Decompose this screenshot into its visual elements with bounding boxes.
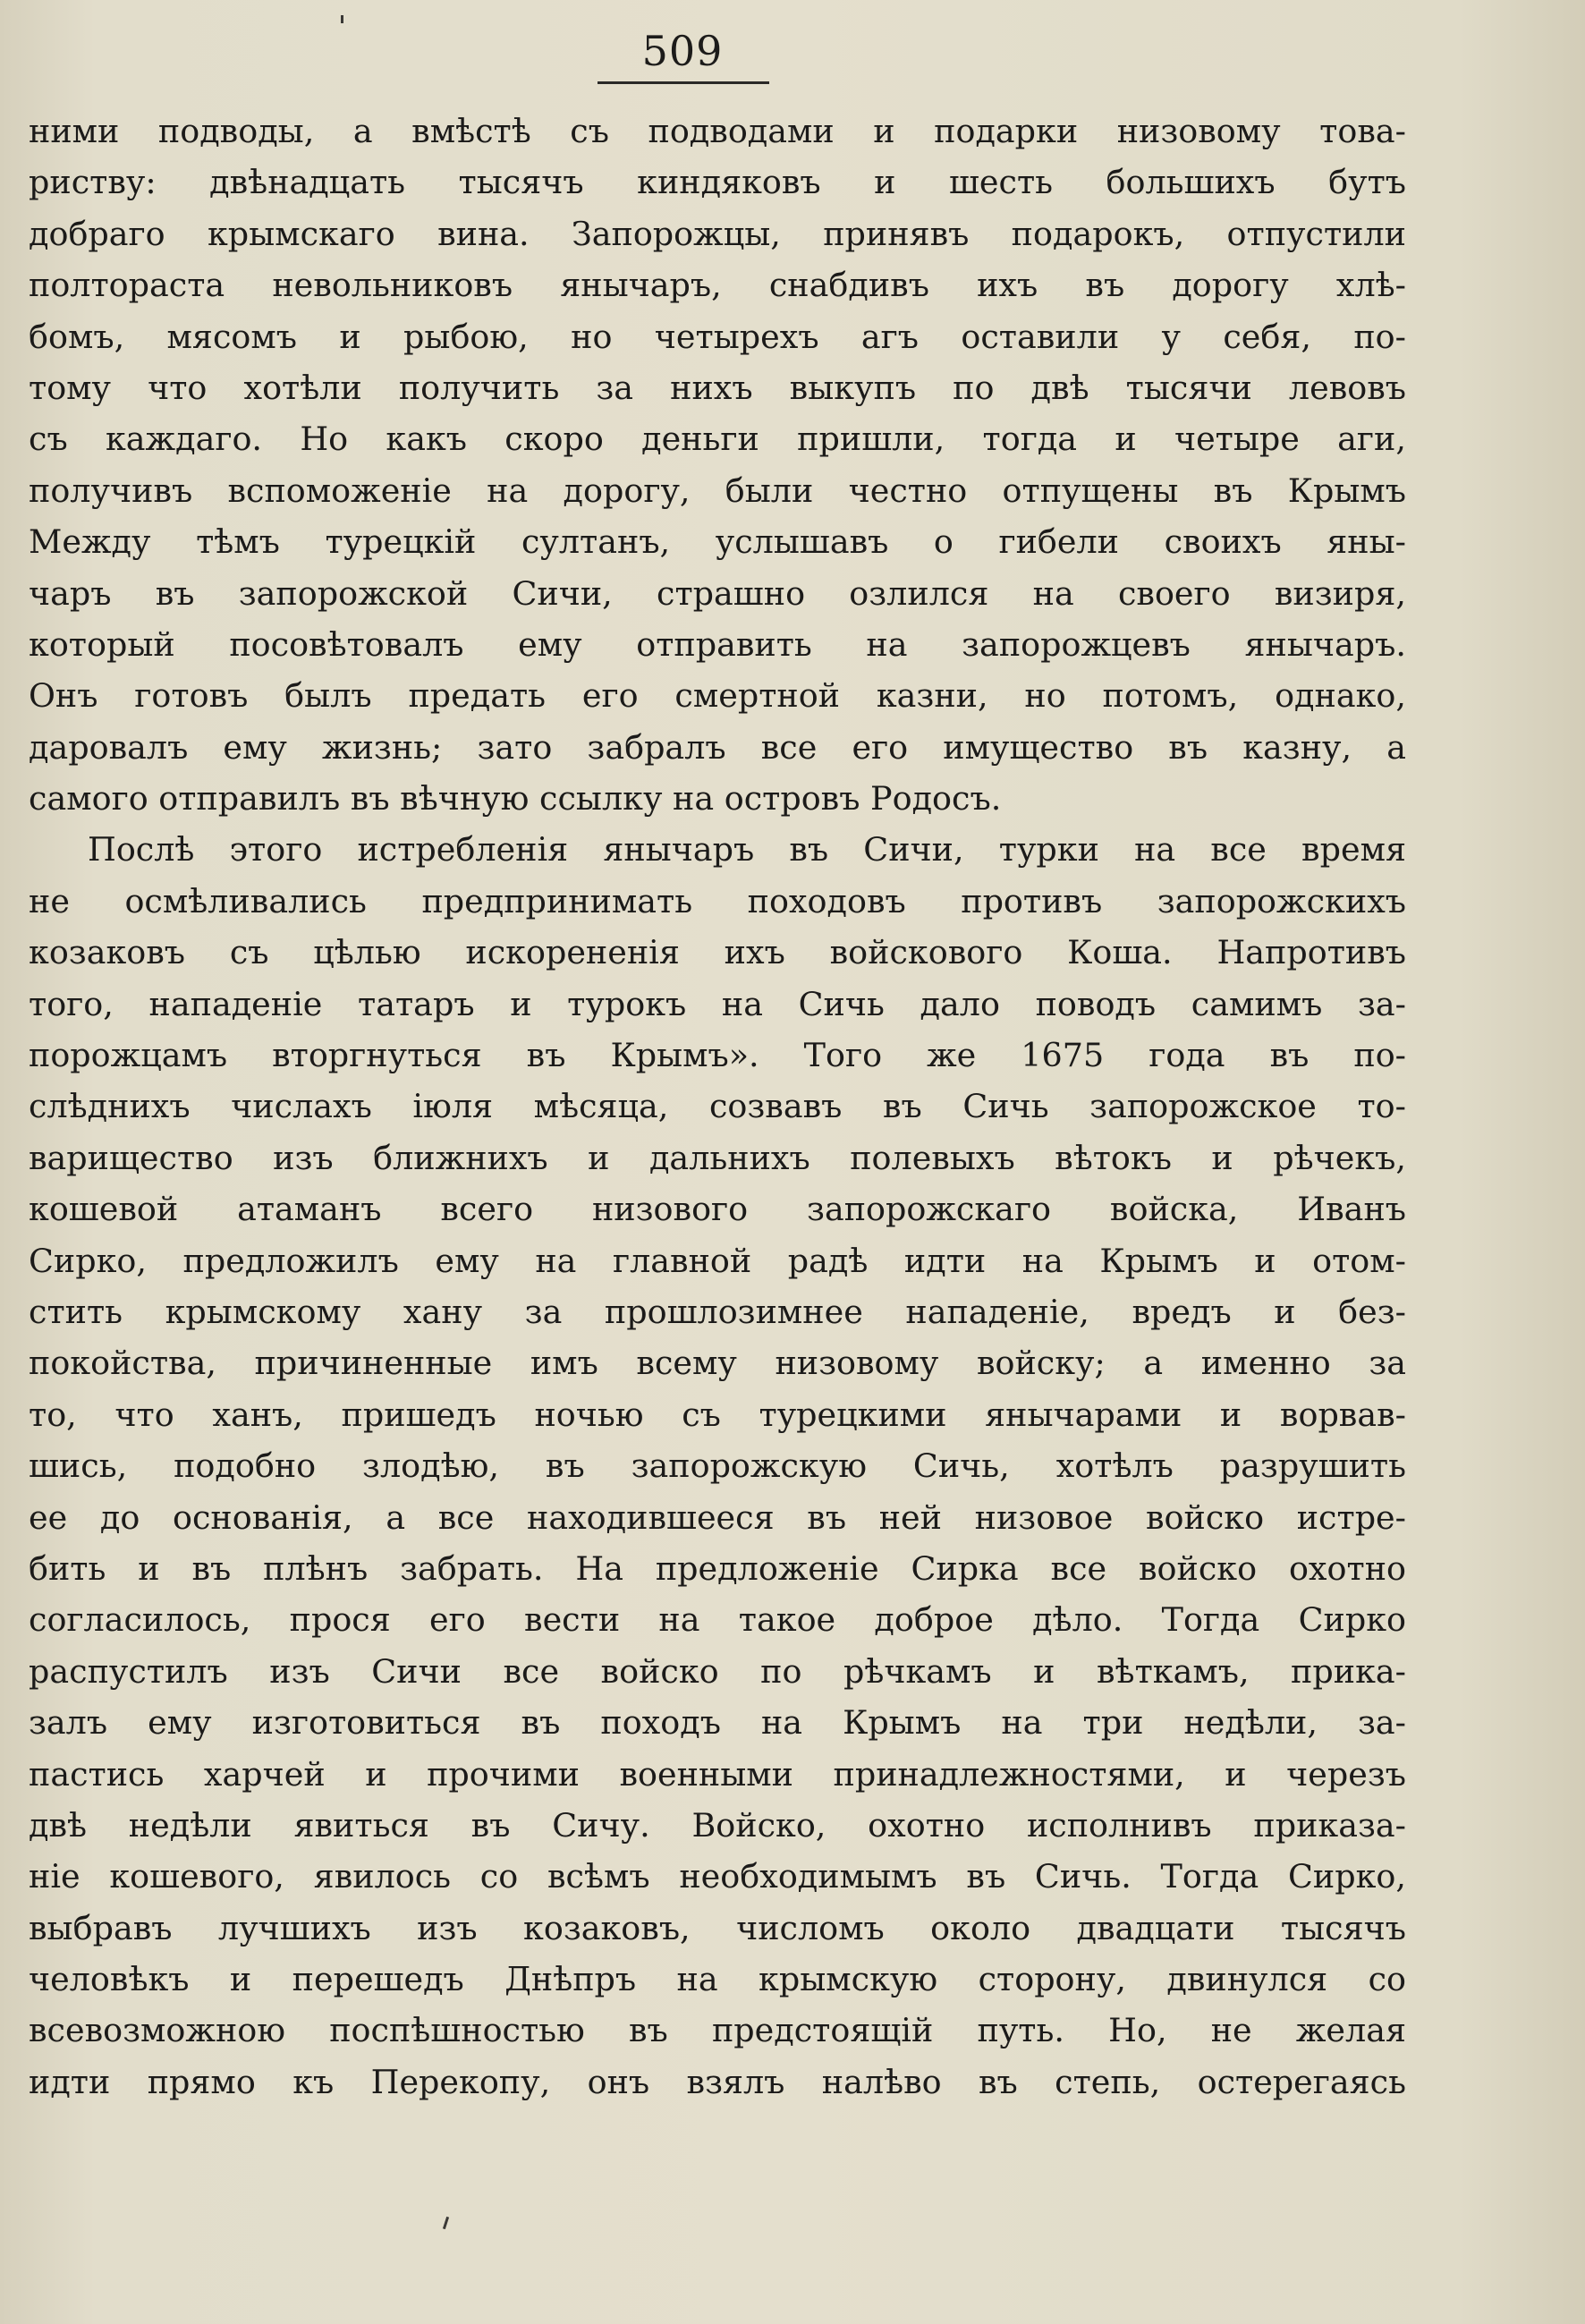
text-line: чаръ въ запорожской Сичи, страшно озлился на своего визиря,	[29, 573, 1406, 613]
text-line: съ каждаго. Но какъ скоро деньги пришли, тогда и четыре аги,	[29, 420, 1406, 459]
text-line: варищество изъ ближнихъ и дальнихъ полевыхъ вѣтокъ и рѣчекъ,	[29, 1138, 1406, 1177]
header-rule	[598, 81, 769, 84]
text-line: Сирко, предложилъ ему на главной радѣ идти на Крымъ и отом-	[29, 1241, 1406, 1280]
text-line: идти прямо къ Перекопу, онъ взялъ налѣво въ степь, остерегаясь	[29, 2062, 1406, 2101]
text-line: бить и въ плѣнъ забрать. На предложеніе Сирка все войско охотно	[29, 1548, 1406, 1588]
text-line: распустилъ изъ Сичи все войско по рѣчкамъ и вѣткамъ, прика-	[29, 1651, 1406, 1691]
text-line: Онъ готовъ былъ предать его смертной казни, но потомъ, однако,	[29, 676, 1406, 716]
text-line: самого отправилъ въ вѣчную ссылку на островъ Родосъ.	[29, 779, 1002, 818]
text-line: козаковъ съ цѣлью искорененія ихъ войскового Коша. Напротивъ	[29, 933, 1406, 972]
page-number: 509	[641, 27, 724, 75]
text-line: полтораста невольниковъ янычаръ, снабдивъ ихъ въ дорогу хлѣ-	[29, 266, 1406, 305]
text-line: всевозможною поспѣшностью въ предстоящій путь. Но, не желая	[29, 2011, 1406, 2050]
text-line: то, что ханъ, пришедъ ночью съ турецкими янычарами и ворвав-	[29, 1395, 1406, 1434]
text-line: слѣднихъ числахъ іюля мѣсяца, созвавъ въ Сичь запорожское то-	[29, 1087, 1406, 1126]
body-text	[29, 106, 1406, 2108]
text-line: тому что хотѣли получить за нихъ выкупъ по двѣ тысячи левовъ	[29, 368, 1406, 407]
text-line: пастись харчей и прочими военными принадлежностями, и черезъ	[29, 1754, 1406, 1794]
text-line: выбравъ лучшихъ изъ козаковъ, числомъ около двадцати тысячъ	[29, 1908, 1406, 1947]
text-line: не осмѣливались предпринимать походовъ противъ запорожскихъ	[29, 881, 1406, 920]
text-line: того, нападеніе татаръ и турокъ на Сичь дало поводъ самимъ за-	[29, 984, 1406, 1023]
text-line: человѣкъ и перешедъ Днѣпръ на крымскую сторону, двинулся со	[29, 1960, 1406, 1999]
paragraph-start-line: Послѣ этого истребленія янычаръ въ Сичи, турки на все время	[88, 830, 1406, 869]
text-line: который посовѣтовалъ ему отправить на запорожцевъ янычаръ.	[29, 624, 1406, 664]
text-line: получивъ вспоможеніе на дорогу, были честно отпущены въ Крымъ	[29, 471, 1406, 510]
text-line: порожцамъ вторгнуться въ Крымъ». Того же 1675 года въ по-	[29, 1036, 1406, 1075]
text-line: добраго крымскаго вина. Запорожцы, принявъ подарокъ, отпустили	[29, 214, 1406, 253]
text-line: кошевой атаманъ всего низового запорожскаго войска, Иванъ	[29, 1190, 1406, 1229]
text-line: ніе кошевого, явилось со всѣмъ необходимымъ въ Сичь. Тогда Сирко,	[29, 1857, 1406, 1896]
text-line: ее до основанія, а все находившееся въ ней низовое войско истре-	[29, 1497, 1406, 1537]
text-line: согласилось, прося его вести на такое доброе дѣло. Тогда Сирко	[29, 1600, 1406, 1640]
text-line: шись, подобно злодѣю, въ запорожскую Сичь, хотѣлъ разрушить	[29, 1446, 1406, 1486]
text-line: покойства, причиненные имъ всему низовому войску; а именно за	[29, 1344, 1406, 1383]
text-line: Между тѣмъ турецкій султанъ, услышавъ о гибели своихъ яны-	[29, 522, 1406, 562]
text-line: залъ ему изготовиться въ походъ на Крымъ на три недѣли, за-	[29, 1703, 1406, 1743]
ink-speck	[341, 15, 343, 23]
text-line: бомъ, мясомъ и рыбою, но четырехъ агъ оставили у себя, по-	[29, 317, 1406, 356]
text-line: стить крымскому хану за прошлозимнее нападеніе, вредъ и без-	[29, 1292, 1406, 1331]
ink-speck	[443, 2217, 449, 2229]
text-line: ними подводы, а вмѣстѣ съ подводами и подарки низовому това-	[29, 112, 1406, 150]
text-line: даровалъ ему жизнь; зато забралъ все его имущество въ казну, а	[29, 727, 1406, 767]
text-line: риству: двѣнадцать тысячъ киндяковъ и шесть большихъ бутъ	[29, 163, 1406, 202]
text-line: двѣ недѣли явиться въ Сичу. Войско, охотно исполнивъ приказа-	[29, 1805, 1406, 1845]
